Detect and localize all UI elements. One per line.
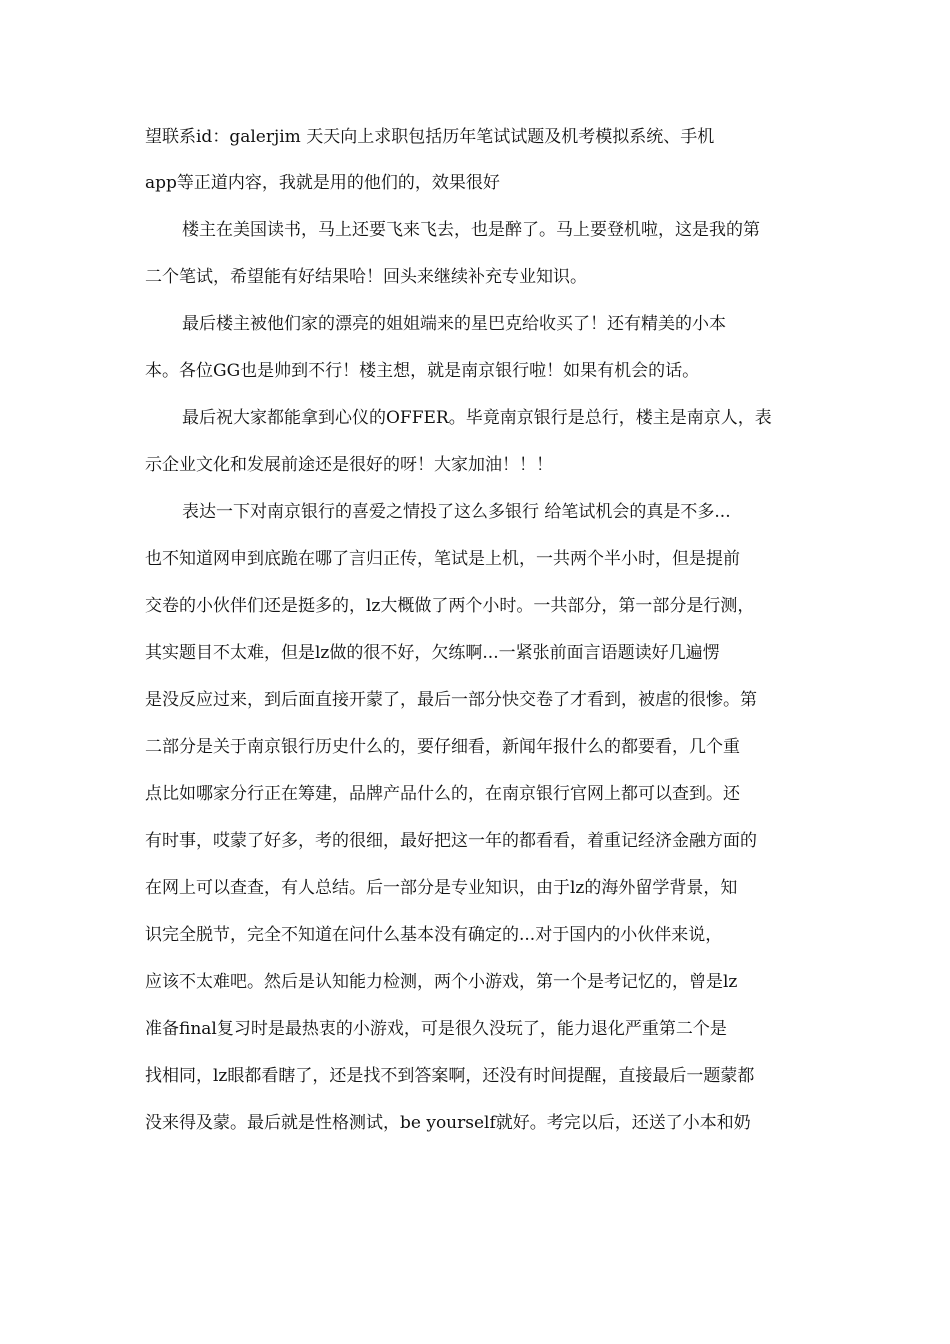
text-line-13: 是没反应过来，到后面直接开蒙了，最后一部分快交卷了才看到，被虐的很惨。第 (145, 690, 757, 710)
text-line-15: 点比如哪家分行正在筹建，品牌产品什么的，在南京银行官网上都可以查到。还 (145, 784, 740, 804)
text-line-18: 识完全脱节，完全不知道在问什么基本没有确定的...对于国内的小伙伴来说， (145, 925, 723, 945)
text-line-17: 在网上可以查查，有人总结。后一部分是专业知识，由于lz的海外留学背景，知 (145, 878, 738, 898)
text-line-21: 找相同，lz眼都看瞎了，还是找不到答案啊，还没有时间提醒，直接最后一题蒙都 (145, 1066, 755, 1086)
text-line-2: app等正道内容，我就是用的他们的，效果很好 (145, 173, 500, 193)
text-line-6: 本。各位GG也是帅到不行！楼主想，就是南京银行啦！如果有机会的话。 (145, 361, 700, 381)
text-line-16: 有时事，哎蒙了好多，考的很细，最好把这一年的都看看，着重记经济金融方面的 (145, 831, 757, 851)
text-line-20: 准备final复习时是最热衷的小游戏，可是很久没玩了，能力退化严重第二个是 (145, 1019, 727, 1039)
text-line-9: 表达一下对南京银行的喜爱之情投了这么多银行 给笔试机会的真是不多... (182, 502, 731, 522)
text-line-12: 其实题目不太难，但是lz做的很不好，欠练啊...一紧张前面言语题读好几遍愣 (145, 643, 720, 663)
text-line-14: 二部分是关于南京银行历史什么的，要仔细看，新闻年报什么的都要看，几个重 (145, 737, 740, 757)
text-line-8: 示企业文化和发展前途还是很好的呀！大家加油！！！ (145, 455, 553, 475)
text-line-1: 望联系id：galerjim 天天向上求职包括历年笔试试题及机考模拟系统、手机 (145, 127, 715, 147)
text-line-7: 最后祝大家都能拿到心仪的OFFER。毕竟南京银行是总行，楼主是南京人，表 (182, 408, 772, 428)
text-line-11: 交卷的小伙伴们还是挺多的，lz大概做了两个小时。一共部分，第一部分是行测， (145, 596, 755, 616)
text-line-3: 楼主在美国读书，马上还要飞来飞去，也是醉了。马上要登机啦，这是我的第 (182, 220, 760, 240)
text-line-19: 应该不太难吧。然后是认知能力检测，两个小游戏，第一个是考记忆的，曾是lz (145, 972, 738, 992)
text-line-22: 没来得及蒙。最后就是性格测试，be yourself就好。考完以后，还送了小本和奶 (145, 1113, 751, 1133)
text-line-10: 也不知道网申到底跪在哪了言归正传，笔试是上机，一共两个半小时，但是提前 (145, 549, 740, 569)
text-line-4: 二个笔试，希望能有好结果哈！回头来继续补充专业知识。 (145, 267, 587, 287)
text-line-5: 最后楼主被他们家的漂亮的姐姐端来的星巴克给收买了！还有精美的小本 (182, 314, 726, 334)
